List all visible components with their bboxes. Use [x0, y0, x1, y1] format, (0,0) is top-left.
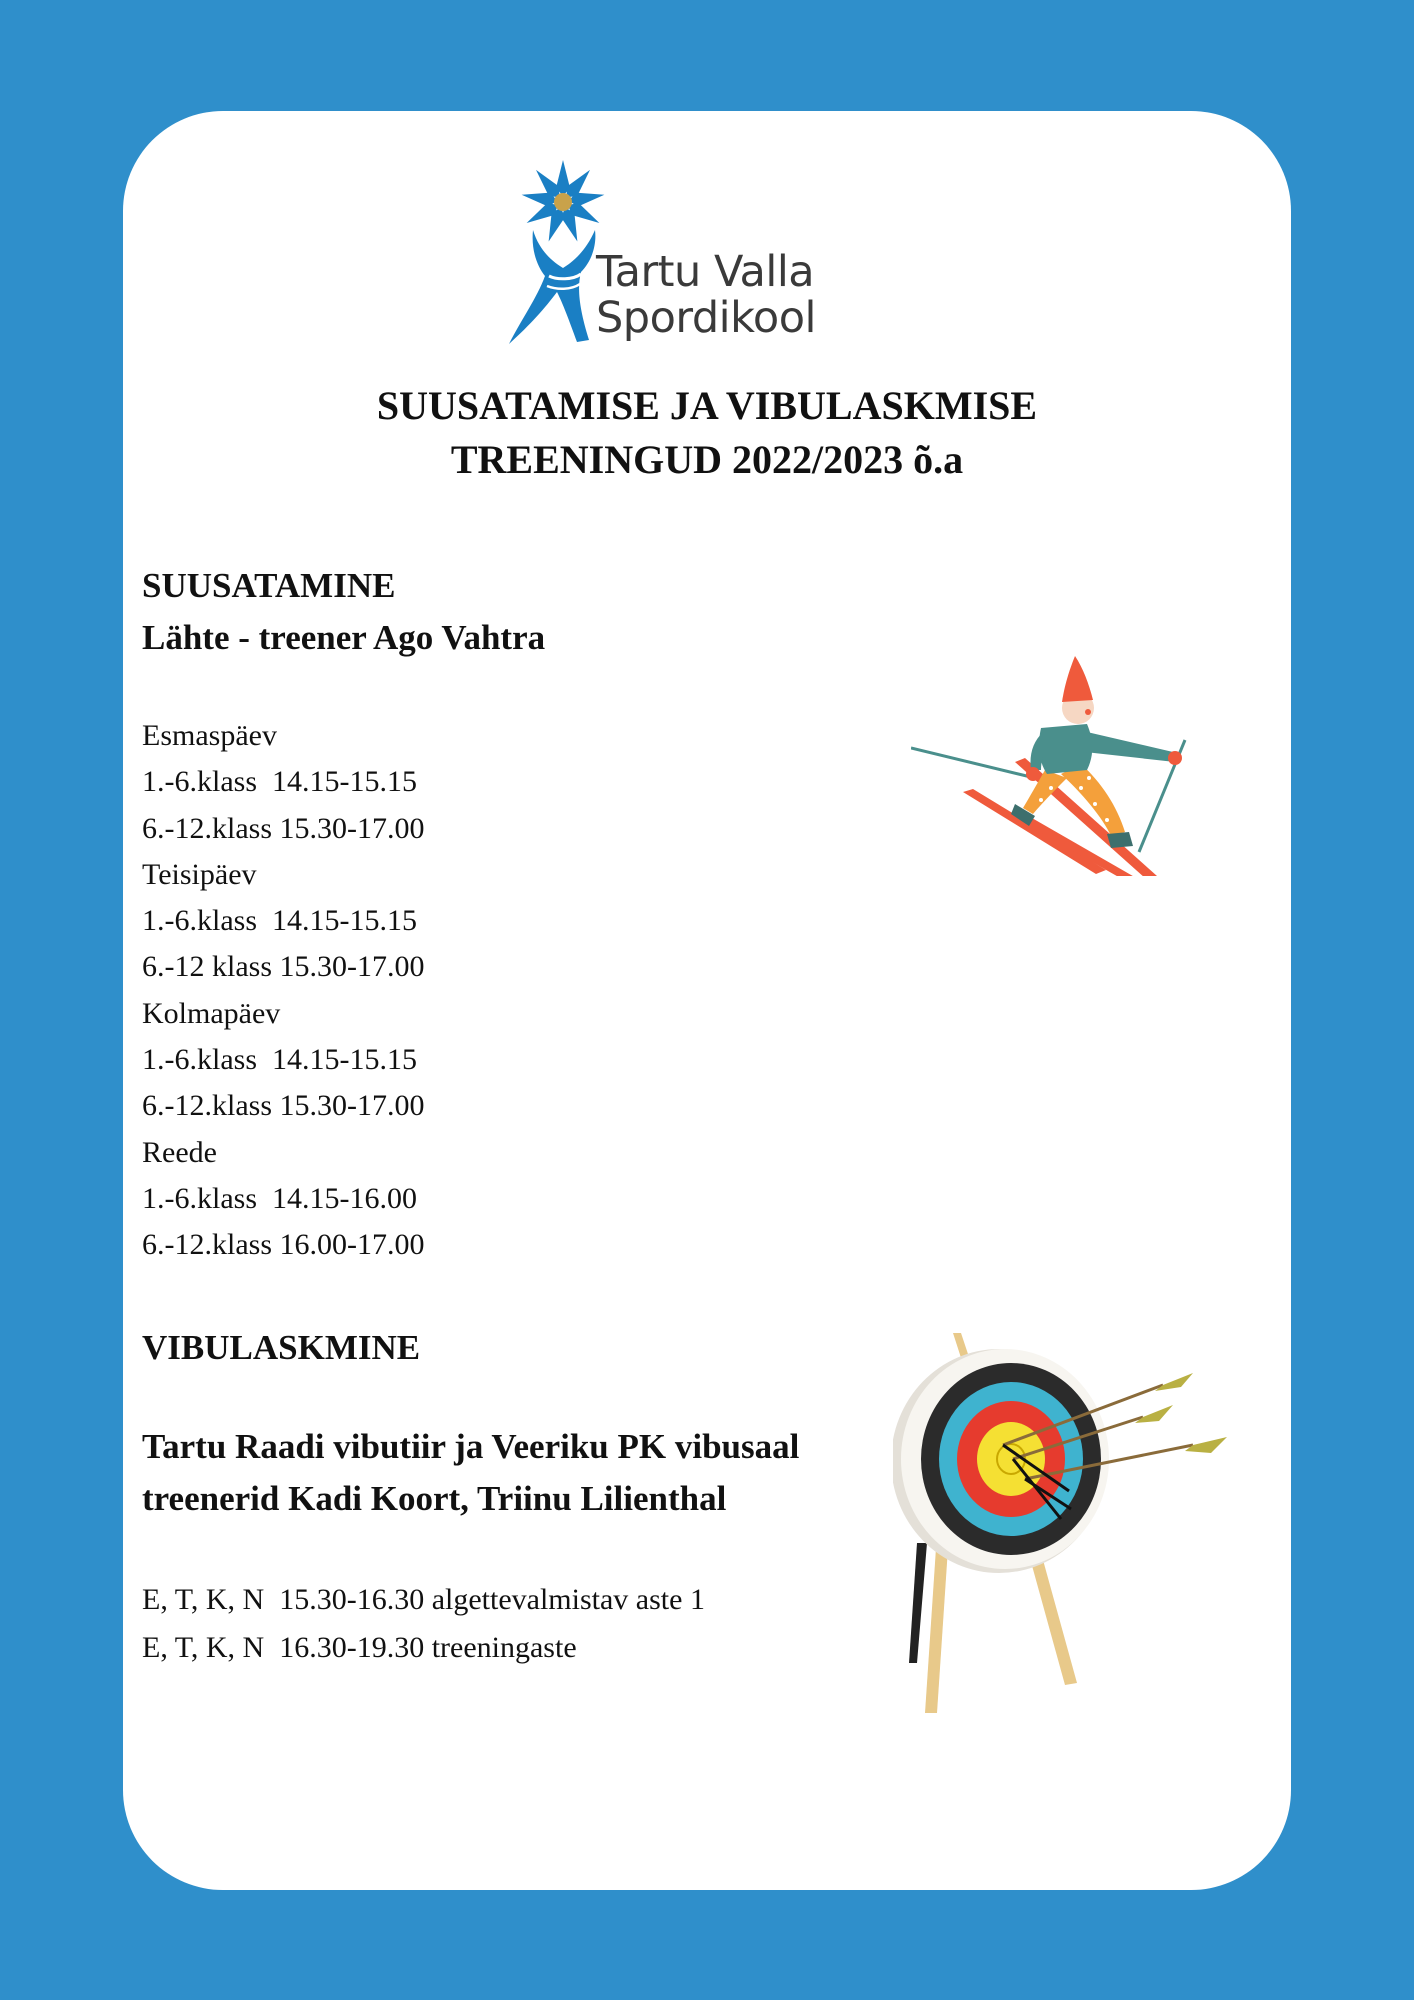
skiing-heading: SUUSATAMINE	[142, 566, 396, 605]
schedule-line: 6.-12.klass 16.00-17.00	[142, 1228, 425, 1262]
skiing-coach: Lähte - treener Ago Vahtra	[142, 618, 546, 657]
archery-heading: VIBULASKMINE	[142, 1328, 421, 1367]
skier-icon	[911, 556, 1231, 876]
archery-info	[142, 1421, 799, 1525]
page-title	[123, 379, 1291, 487]
schedule-line: 1.-6.klass 14.15-15.15	[142, 904, 417, 938]
logo-text	[596, 249, 816, 341]
schedule-line: Kolmapäev	[142, 996, 281, 1030]
archery-time-line: E, T, K, N 15.30-16.30 algettevalmistav aste 1	[142, 1583, 705, 1616]
schedule-line: 1.-6.klass 14.15-15.15	[142, 765, 417, 799]
archery-target-icon	[893, 1333, 1233, 1713]
schedule-line: 6.-12.klass 15.30-17.00	[142, 811, 425, 845]
title-line-1: SUUSATAMISE JA VIBULASKMISE	[376, 383, 1038, 428]
skiing-schedule	[142, 713, 424, 1269]
schedule-line: Teisipäev	[142, 857, 257, 891]
schedule-line: 1.-6.klass 14.15-16.00	[142, 1181, 417, 1215]
schedule-line: 6.-12 klass 15.30-17.00	[142, 950, 425, 984]
schedule-line: 6.-12.klass 15.30-17.00	[142, 1089, 425, 1123]
schedule-line: Reede	[142, 1135, 217, 1169]
schedule-line: 1.-6.klass 14.15-15.15	[142, 1043, 417, 1077]
archery-location: Tartu Raadi vibutiir ja Veeriku PK vibusaal	[142, 1427, 800, 1466]
logo-line-2: Spordikool	[596, 293, 816, 343]
title-line-2: TREENINGUD 2022/2023 õ.a	[450, 437, 964, 482]
archery-coaches: treenerid Kadi Koort, Triinu Lilienthal	[142, 1479, 727, 1518]
archery-heading-block	[142, 1322, 420, 1374]
schedule-line: Esmaspäev	[142, 719, 277, 752]
logo-line-1: Tartu Valla	[596, 247, 815, 297]
archery-times	[142, 1576, 705, 1672]
archery-time-line: E, T, K, N 16.30-19.30 treeningaste	[142, 1631, 577, 1664]
poster-card	[123, 111, 1291, 1890]
skiing-heading-block	[142, 560, 545, 664]
